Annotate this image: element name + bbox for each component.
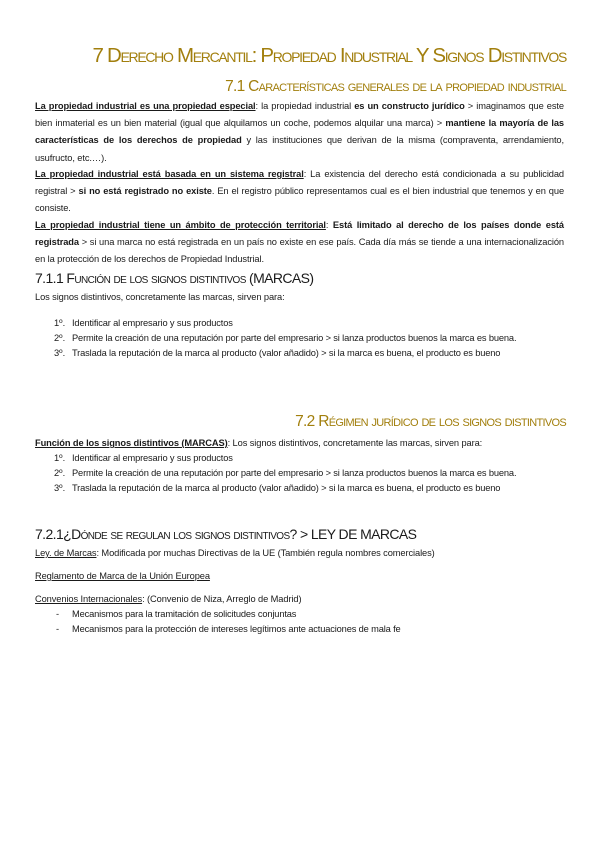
document-title: 7 Derecho Mercantil: Propiedad Industrial Y Signos Distintivos	[92, 44, 566, 67]
list-item: Traslada la reputación de la marca al producto (valor añadido) > si la marca es buena, el producto es bueno	[72, 348, 501, 358]
heading-7-2-1: 7.2.1¿Dónde se regulan los signos distintivos? > LEY DE MARCAS	[35, 526, 417, 542]
paragraph-lead: La propiedad industrial tiene un ámbito de protección territorial	[35, 220, 326, 230]
list-item: Permite la creación de una reputación por parte del empresario > si lanza productos buenos la marca es buena.	[72, 333, 517, 343]
list-item: Mecanismos para la tramitación de solicitudes conjuntas	[72, 609, 297, 619]
paragraph-sistema-registral: La propiedad industrial está basada en un sistema registral: La existencia del derecho está condicionada a su publicidad registral > si no está registrado no existe. En el registro público representamos cual es el bien industrial que tenemos y en que consiste.	[35, 169, 565, 214]
list-item: Identificar al empresario y sus productos	[72, 318, 233, 328]
heading-7-1-1: 7.1.1 Función de los signos distintivos (MARCAS)	[35, 270, 314, 286]
paragraph-propiedad-especial: La propiedad industrial es una propiedad especial: la propiedad industrial es un constructo jurídico > imaginamos que este bien inmaterial es un bien material (igual que alquilamos un coche, podemos alquilar una marca) > mantiene la mayoría de las características de los derechos de propiedad y las instituciones que derivan de la misma (compraventa, arrendamiento, usufructo, etc.…).	[35, 101, 564, 163]
paragraph-lead: La propiedad industrial está basada en un sistema registral	[35, 169, 304, 179]
reglamento-marca-ue: Reglamento de Marca de la Unión Europea	[35, 571, 210, 581]
intro-funcion-signos: Función de los signos distintivos (MARCAS): Los signos distintivos, concretamente las marcas, sirven para:	[35, 438, 483, 448]
list-item: Identificar al empresario y sus productos	[72, 453, 233, 463]
paragraph-lead: La propiedad industrial es una propiedad especial	[35, 101, 256, 111]
ley-marcas-line: Ley. de Marcas: Modificada por muchas Directivas de la UE (También regula nombres comerciales)	[35, 548, 435, 558]
list-item: Mecanismos para la protección de intereses legítimos ante actuaciones de mala fe	[72, 624, 401, 634]
convenios-line: Convenios Internacionales: (Convenio de Niza, Arreglo de Madrid)	[35, 594, 302, 604]
intro-signos: Los signos distintivos, concretamente las marcas, sirven para:	[35, 292, 285, 302]
paragraph-ambito-territorial: La propiedad industrial tiene un ámbito de protección territorial: Está limitado al derecho de los países donde está registrada > si una marca no está registrada en un país no existe en ese país. Cada día más se tiende a una internacionalización en la protección de los derechos de Propiedad Industrial.	[35, 220, 564, 265]
document-page: 7 Derecho Mercantil: Propiedad Industrial Y Signos Distintivos 7.1 Características generales de la propiedad industrial La propiedad industrial es una propiedad especial: la propiedad industrial es un constructo jurídico > imaginamos que este bien inmaterial es un bien material (igual que alquilamos un coche, podemos alquilar una marca) > mantiene la mayoría de las características de los derechos de propiedad y las instituciones que derivan de la misma (compraventa, arrendamiento, usufructo, etc.…). La propiedad industrial está basada en un sistema registral: La existencia del derecho está condicionada a su publicidad registral > si no está registrado no existe. En el registro público representamos cual es el bien industrial que tenemos y en que consiste. La propiedad industrial tiene un ámbito de protección territorial: Está limitado al derecho de los países donde está registrada > si una marca no está registrada en un país no existe en ese país. Cada día más se tiende a una internacionalización en la protección de los derechos de Propiedad Industrial. 7.1.1 Función de los signos distintivos (MARCAS) Los signos distintivos, concretamente las marcas, sirven para: 1º. Identificar al empresario y sus productos 2º. Permite la creación de una reputación por parte del empresario > si lanza productos buenos la marca es buena. 3º. Traslada la reputación de la marca al producto (valor añadido) > si la marca es buena, el producto es bueno 7.2 Régimen jurídico de los signos distintivos Función de los signos distintivos (MARCAS): Los signos distintivos, concretamente las marcas, sirven para: 1º. Identificar al empresario y sus productos 2º. Permite la creación de una reputación por parte del empresario > si lanza productos buenos la marca es buena. 3º. Traslada la reputación de la marca al producto (valor añadido) > si la marca es buena, el producto es bueno 7.2.1¿Dónde se regulan los signos distintivos? > LEY DE MARCAS Ley. de Marcas: Modificada por muchas Directivas de la UE (También regula nombres comerciales) Reglamento de Marca de la Unión Europea Convenios Internacionales: (Convenio de Niza, Arreglo de Madrid) - Mecanismos para la tramitación de solicitudes conjuntas - Mecanismos para la protección de intereses legítimos ante actuaciones de mala fe	[35, 44, 566, 634]
heading-7-1: 7.1 Características generales de la propiedad industrial	[225, 78, 566, 95]
list-item: Permite la creación de una reputación por parte del empresario > si lanza productos buenos la marca es buena.	[72, 468, 517, 478]
heading-7-2: 7.2 Régimen jurídico de los signos distintivos	[295, 413, 566, 430]
list-item: Traslada la reputación de la marca al producto (valor añadido) > si la marca es buena, el producto es bueno	[72, 483, 501, 493]
